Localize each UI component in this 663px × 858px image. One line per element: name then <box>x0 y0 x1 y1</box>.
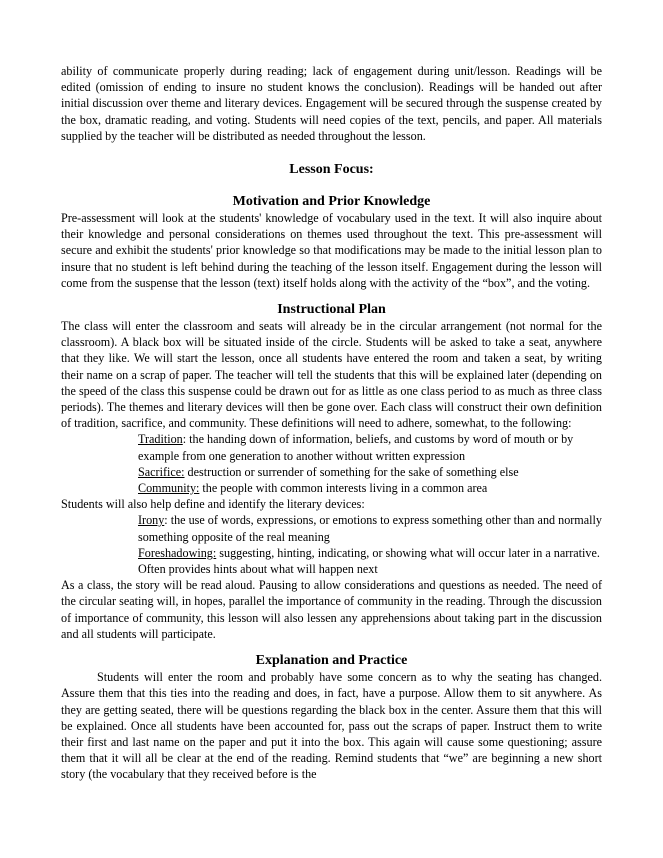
definition-term: Community: <box>138 481 200 496</box>
definition-sacrifice <box>138 464 602 480</box>
definition-foreshadowing <box>138 545 602 577</box>
definition-term: Foreshadowing: <box>138 545 217 560</box>
definition-text: suggesting, hinting, indicating, or showing what will occur later in a narrative. Often provides hints about what will happen next <box>138 545 600 577</box>
definition-term: Sacrifice: <box>138 464 185 479</box>
definition-term: Irony <box>138 513 165 528</box>
document-page <box>61 63 602 783</box>
explanation-paragraph: Students will enter the room and probably have some concern as to why the seating has changed. Assure them that this ties into the reading and does, in fact, have a purpose. Allow them to sit anywhere. As they are getting seated, there will be questions regarding the black box in the center. Assure them that this will be explained. Once all students have been accounted for, pass out the scraps of paper. Instruct them to write their first and last name on the paper and put it into the box. This again will cause some questioning; assure them that it will all be clear at the end of the reading. Remind students that “we” are beginning a new short story (the vocabulary that they received before is the <box>61 670 602 782</box>
instructional-plan-paragraph: The class will enter the classroom and seats will already be in the circular arrangement (not normal for the classroom). A black box will be situated inside of the circle. Students will be asked to take a seat, anywhere that they like. We will start the lesson, once all students have entered the room and taken a seat, by writing their name on a scrap of paper. The teacher will tell the students that this will be explained later (depending on the speed of the class this suspense could be drawn out for as little as one class period to as much as three class periods). The themes and literary devices will then be gone over. Each class will construct their own definition of tradition, sacrifice, and community. These definitions will need to adhere, somewhat, to the following: <box>61 319 602 431</box>
spacer <box>61 642 602 652</box>
definition-text: : the use of words, expressions, or emotions to express something other than and normally something opposite of the real meaning <box>138 513 602 544</box>
explanation-heading: Explanation and Practice <box>255 653 408 669</box>
definition-text: destruction or surrender of something for the sake of something else <box>184 464 519 479</box>
definition-term: Tradition <box>138 432 183 447</box>
motivation-heading: Motivation and Prior Knowledge <box>232 194 431 210</box>
definition-community <box>138 480 602 496</box>
definition-text: the people with common interests living in a common area <box>199 481 488 496</box>
definition-irony <box>138 512 602 544</box>
instructional-plan-closing: As a class, the story will be read aloud. Pausing to allow considerations and questions as needed. The need of the circular seating will, in hopes, parallel the importance of community in the reading. Through the discussion of importance of community, this lesson will also lessen any apprehensions about taking part in the discussion and all students will participate. <box>61 578 602 641</box>
intro-paragraph: ability of communicate properly during reading; lack of engagement during unit/lesson. Readings will be edited (omission of ending to insure no student knows the conclusion). Readings will be handed out after initial discussion over theme and literary devices. Engagement will be secured through the suspense created by the box, dramatic reading, and voting. Students will need copies of the text, pencils, and paper. All materials supplied by the teacher will be distributed as needed throughout the lesson. <box>61 64 602 143</box>
motivation-paragraph: Pre-assessment will look at the students' knowledge of vocabulary used in the text. It will also inquire about their knowledge and personal considerations on themes used throughout the text. This pre-assessment will secure and exhibit the students' prior knowledge so that modifications may be made to the initial lesson plan to insure that no student is left behind during the teaching of the lesson itself. Engagement during the lesson will come from the suspense that the lesson (text) itself holds along with the activity of the “box”, and the voting. <box>61 211 602 290</box>
spacer <box>61 178 602 193</box>
definition-text: : the handing down of information, beliefs, and customs by word of mouth or by example from one generation to another without written expression <box>138 432 574 463</box>
lesson-focus-heading: Lesson Focus: <box>289 162 374 178</box>
spacer <box>61 144 602 161</box>
spacer <box>61 291 602 301</box>
instructional-plan-heading: Instructional Plan <box>277 302 386 318</box>
definition-tradition <box>138 431 602 463</box>
literary-devices-intro: Students will also help define and identify the literary devices: <box>61 497 365 512</box>
